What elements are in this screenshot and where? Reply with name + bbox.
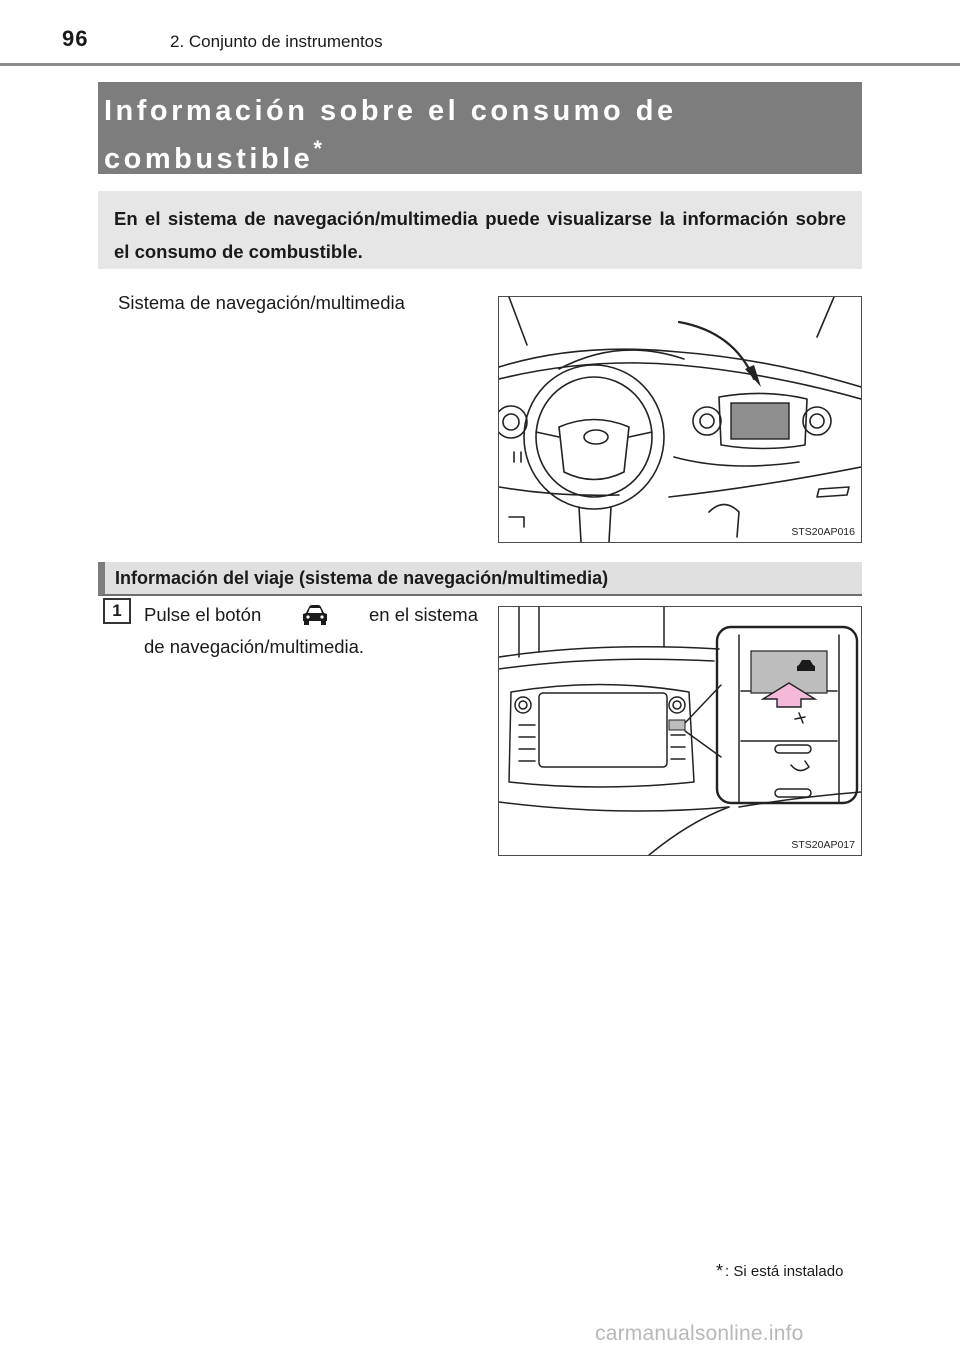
footnote <box>716 1261 843 1282</box>
figure-dashboard <box>498 296 862 543</box>
system-label: Sistema de navegación/multimedia <box>118 292 405 313</box>
watermark: carmanualsonline.info <box>595 1322 804 1345</box>
unit-car-button <box>669 720 685 730</box>
page-title-text: Información sobre el consumo de combustible <box>104 95 677 175</box>
figure-code: STS20AP017 <box>791 839 855 851</box>
step-number-badge: 1 <box>103 598 131 624</box>
figure-multimedia-button <box>498 606 862 856</box>
car-icon <box>300 604 330 626</box>
section-header <box>98 562 862 596</box>
intro-box <box>98 191 862 269</box>
title-asterisk: * <box>313 136 322 161</box>
step-text-part2: en el sistema <box>368 604 478 625</box>
chapter-title: 2. Conjunto de instrumentos <box>170 32 383 51</box>
header-divider <box>0 63 960 66</box>
section-title: Información del viaje (sistema de navegación/multimedia) <box>115 568 609 588</box>
step-instruction-line2: de navegación/multimedia. <box>144 636 365 657</box>
footnote-text: : Si está instalado <box>725 1263 844 1280</box>
title-banner <box>98 82 862 174</box>
step-text-part1: Pulse el botón <box>144 604 262 625</box>
step-instruction-line1 <box>144 604 478 626</box>
footnote-asterisk: * <box>716 1261 724 1281</box>
multimedia-screen <box>731 403 789 439</box>
page-number: 96 <box>62 26 89 51</box>
multimedia-illustration <box>499 607 861 855</box>
page-title <box>104 92 724 178</box>
intro-text: En el sistema de navegación/multimedia puede visualizarse la información sobre el consumo de combustible. <box>114 208 846 262</box>
dashboard-illustration <box>499 297 861 542</box>
figure-code: STS20AP016 <box>791 526 855 538</box>
